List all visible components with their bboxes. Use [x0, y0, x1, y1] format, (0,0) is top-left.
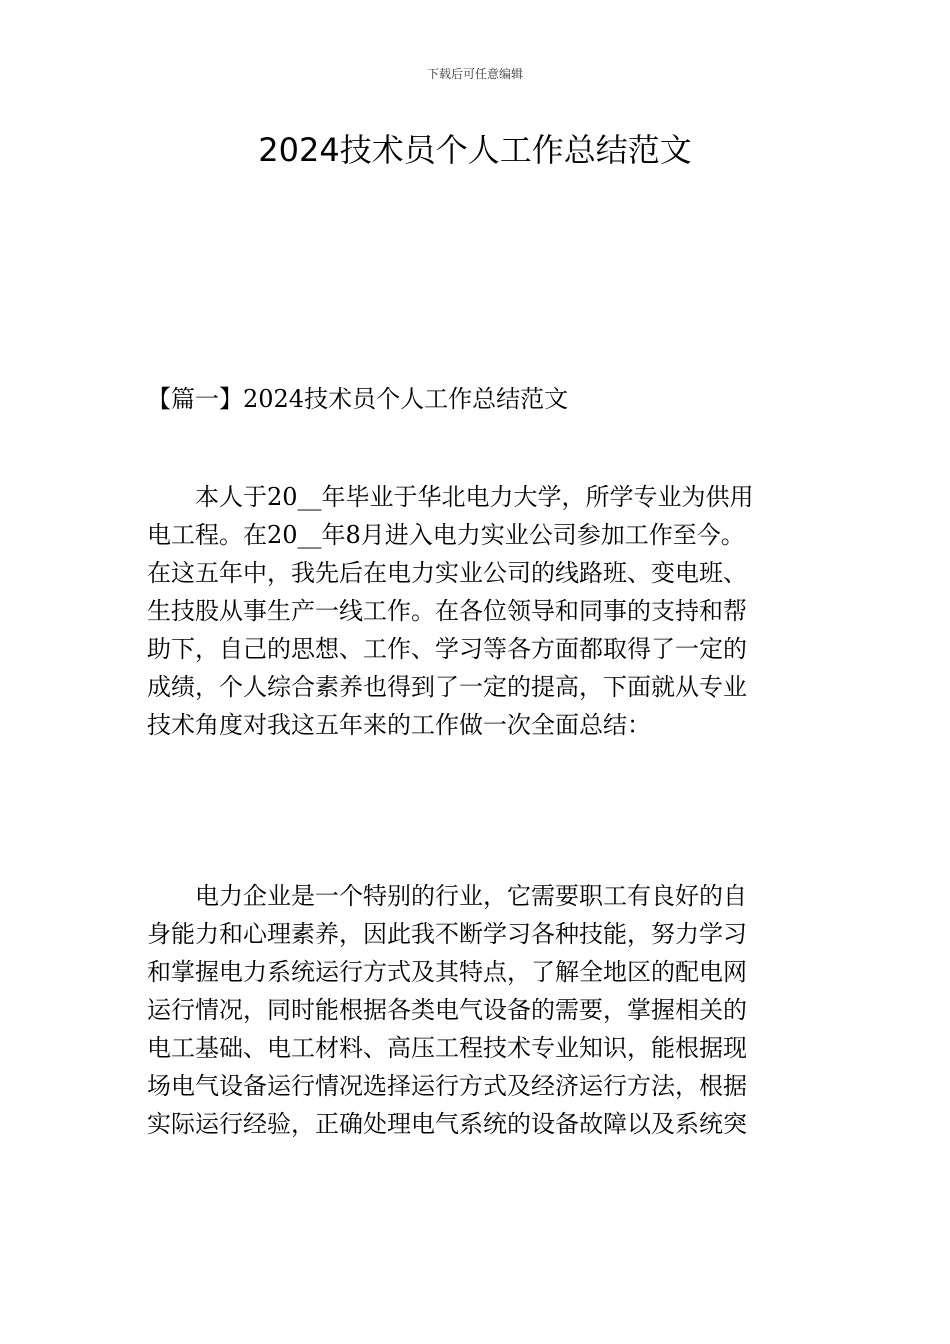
paragraph-line: 成绩，个人综合素养也得到了一定的提高，下面就从专业 — [147, 673, 747, 701]
paragraph-line: 和掌握电力系统运行方式及其特点，了解全地区的配电网 — [147, 958, 747, 986]
paragraph-line: 技术角度对我这五年来的工作做一次全面总结： — [147, 711, 651, 739]
paragraph-2 — [147, 877, 807, 1143]
paragraph-line: 运行情况，同时能根据各类电气设备的需要，掌握相关的 — [147, 996, 747, 1024]
paragraph-line: 电工基础、电工材料、高压工程技术专业知识，能根据现 — [147, 1034, 747, 1062]
paragraph-line: 生技股从事生产一线工作。在各位领导和同事的支持和帮 — [147, 597, 747, 625]
header-note: 下载后可任意编辑 — [426, 67, 523, 81]
paragraph-line: 电力企业是一个特别的行业，它需要职工有良好的自 — [147, 882, 747, 910]
paragraph-1 — [147, 478, 807, 744]
section-heading: 【篇一】2024技术员个人工作总结范文 — [147, 385, 569, 413]
paragraph-line: 本人于20__年毕业于华北电力大学，所学专业为供用 — [147, 483, 754, 511]
paragraph-line: 实际运行经验，正确处理电气系统的设备故障以及系统突 — [147, 1110, 747, 1138]
paragraph-line: 身能力和心理素养，因此我不断学习各种技能，努力学习 — [147, 920, 747, 948]
document-title: 2024技术员个人工作总结范文 — [258, 131, 692, 169]
paragraph-line: 助下，自己的思想、工作、学习等各方面都取得了一定的 — [147, 635, 747, 663]
paragraph-line: 电工程。在20__年8月进入电力实业公司参加工作至今。 — [147, 521, 745, 549]
paragraph-line: 场电气设备运行情况选择运行方式及经济运行方法，根据 — [147, 1072, 747, 1100]
paragraph-line: 在这五年中，我先后在电力实业公司的线路班、变电班、 — [147, 559, 747, 587]
